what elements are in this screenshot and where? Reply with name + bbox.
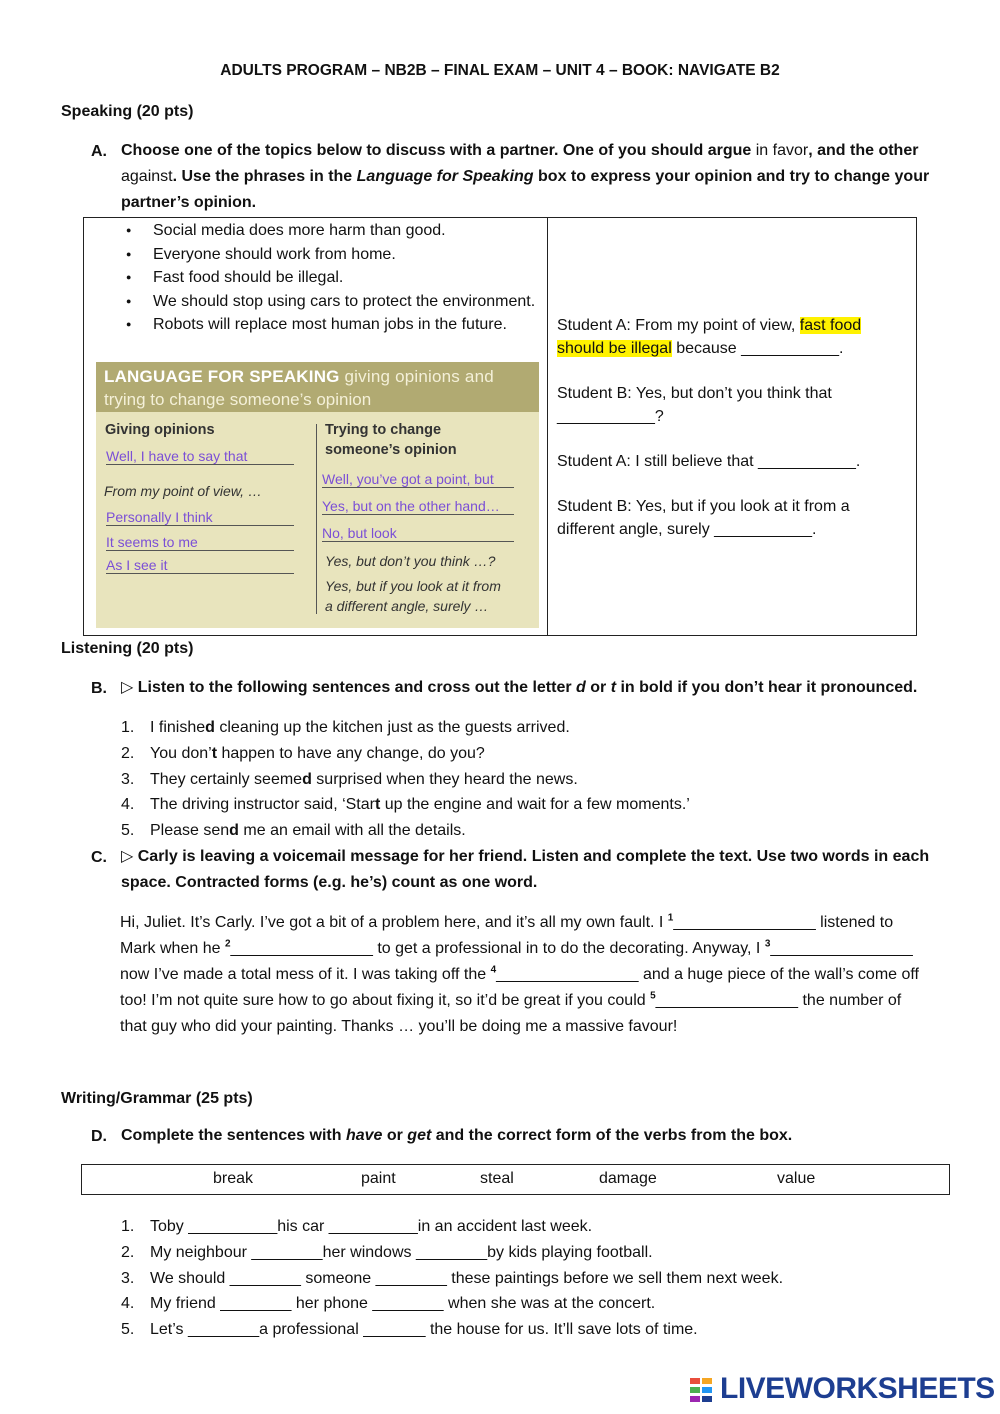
topic-item: ● Robots will replace most human jobs in the future. [122, 313, 542, 337]
phrase: From my point of view, … [104, 483, 262, 499]
language-box-header: LANGUAGE FOR SPEAKING giving opinions and trying to change someone’s opinion [96, 362, 539, 412]
blank-3[interactable]: ________________ [770, 940, 913, 957]
dialog-student-b-2: Student B: Yes, but if you look at it from a different angle, surely ___________. [557, 498, 850, 538]
list-item: 3. They certainly seemed surprised when they heard the news. [121, 770, 578, 788]
question-a-letter: A. [91, 143, 107, 160]
blank-4[interactable]: ________________ [496, 966, 639, 983]
question-c-letter: C. [91, 849, 107, 866]
topic-item: ● We should stop using cars to protect the environment. [122, 290, 542, 314]
highlighted-text: fast food [799, 317, 862, 334]
language-for-speaking-box [96, 362, 539, 628]
phrase: a different angle, surely … [325, 598, 489, 614]
question-b-letter: B. [91, 680, 107, 697]
phrase: Well, you’ve got a point, but [322, 471, 514, 488]
list-item: 5. Let’s ________a professional _______ the house for us. It’ll save lots of time. [121, 1321, 698, 1339]
list-item: 5. Please send me an email with all the details. [121, 822, 466, 840]
change-opinion-heading: Trying to change someone’s opinion [325, 422, 457, 458]
topic-item: ● Fast food should be illegal. [122, 266, 542, 290]
grammar-list [121, 1214, 941, 1343]
page-title: ADULTS PROGRAM – NB2B – FINAL EXAM – UNIT 4 – BOOK: NAVIGATE B2 [220, 62, 780, 79]
speaking-heading: Speaking (20 pts) [61, 103, 194, 120]
topic-list [122, 219, 542, 337]
question-c-instructions: ▷ Carly is leaving a voicemail message for her friend. Listen and complete the text. Use two words in each space. Contracted forms (e.g. he’s) count as one word. [121, 848, 930, 891]
word: break [213, 1170, 254, 1187]
question-a-instructions: Choose one of the topics below to discuss with a partner. One of you should argue in favor, and the other against. Use the phrases in the Language for Speaking box to express your opinion and try to change your partner’s opinion. [121, 142, 930, 211]
phrase: Yes, but if you look at it from [325, 578, 501, 594]
dialog-student-a-2: Student A: I still believe that ___________. [557, 453, 861, 470]
writing-heading: Writing/Grammar (25 pts) [61, 1090, 253, 1107]
liveworksheets-logo-icon [690, 1378, 714, 1404]
list-item: 2. My neighbour ________her windows ________by kids playing football. [121, 1243, 653, 1261]
phrase: As I see it [106, 557, 294, 574]
blank-5[interactable]: ________________ [655, 992, 799, 1009]
phrase: No, but look [322, 525, 514, 542]
list-item: 2. You don’t happen to have any change, do you? [121, 744, 485, 762]
dialog-student-a-1: Student A: From my point of view, fast food should be illegal because ___________. [557, 317, 862, 357]
question-d-letter: D. [91, 1128, 107, 1145]
word: steal [480, 1170, 514, 1187]
listening-heading: Listening (20 pts) [61, 640, 194, 657]
voicemail-passage: Hi, Juliet. It’s Carly. I’ve got a bit of a problem here, and it’s all my own fault. I $^1$________________ listened to Mark when he $^2$________________ to get a professional in to do the decorating. Anyway, I $^3$________________ now I’ve made a total mess of it. I was taking off the $^4$________________ and a huge piece of the wall’s come off too! I’m not quite sure how to go about fixing it, so it’d be great if you could $^5$________________ the number of that guy who did your painting. Thanks … you’ll be doing me a massive favour! [120, 912, 919, 1035]
list-item: 4. The driving instructor said, ‘Start up the engine and wait for a few moments.’ [121, 796, 690, 814]
pronunciation-list [121, 715, 941, 844]
phrase: Personally I think [106, 509, 294, 526]
question-d-instructions: Complete the sentences with have or get and the correct form of the verbs from the box. [121, 1127, 793, 1144]
list-item: 1. I finished cleaning up the kitchen just as the guests arrived. [121, 719, 570, 736]
verb-word-box [81, 1164, 950, 1195]
word: paint [361, 1170, 396, 1187]
blank-2[interactable]: ________________ [230, 940, 373, 957]
phrase: Yes, but on the other hand… [322, 498, 514, 515]
list-item: 1. Toby __________his car __________in an accident last week. [121, 1218, 593, 1235]
topic-item: ● Social media does more harm than good. [122, 219, 542, 243]
list-item: 4. My friend ________ her phone ________ when she was at the concert. [121, 1295, 656, 1313]
question-b-instructions: ▷ Listen to the following sentences and cross out the letter d or t in bold if you don’t hear it pronounced. [121, 679, 918, 696]
word: value [777, 1170, 816, 1187]
blank-1[interactable]: ________________ [673, 914, 816, 931]
phrase: It seems to me [106, 534, 294, 551]
highlighted-text: should be illegal [557, 340, 672, 357]
phrase: Well, I have to say that [106, 448, 294, 465]
dialog-student-b-1: Student B: Yes, but don’t you think that ___________? [557, 385, 832, 425]
word: damage [599, 1170, 657, 1187]
list-item: 3. We should ________ someone ________ these paintings before we sell them next week. [121, 1269, 784, 1287]
phrase: Yes, but don’t you think …? [325, 553, 496, 569]
topic-item: ● Everyone should work from home. [122, 243, 542, 267]
giving-opinions-heading: Giving opinions [105, 422, 215, 438]
